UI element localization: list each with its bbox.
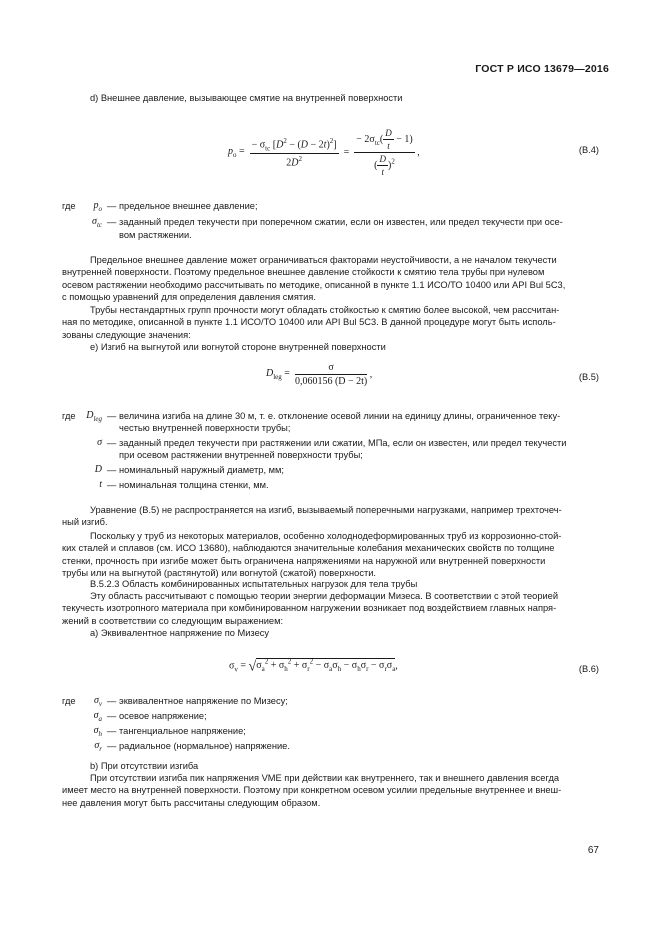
definition-symbol: $\sigma_a$: [93, 710, 102, 723]
section-a-heading: а) Эквивалентное напряжение по Мизесу: [90, 628, 270, 638]
definition-text: номинальная толщина стенки, мм.: [119, 480, 269, 490]
definition-symbol: $\sigma_v$: [93, 695, 102, 708]
paragraph-5: [62, 590, 600, 627]
definition-text: радиальное (нормальное) напряжение.: [119, 741, 290, 751]
equation-number-b5: (В.5): [578, 372, 599, 382]
paragraph-line: ких сталей и сплавов (см. ИСО 13680), наблюдаются значительные колебания механических свойств по толщине: [62, 543, 555, 554]
section-b-heading: b) При отсутствии изгиба: [90, 761, 199, 771]
definition-dash: —: [107, 741, 117, 751]
definition-text: заданный предел текучести при растяжении или сжатии, МПа, если он известен, или предел текучести: [119, 438, 567, 448]
definition-text: номинальный наружный диаметр, мм;: [119, 465, 284, 475]
paragraph-line: текучесть изотропного материала при комбинированном нагружении возникает под воздействием главных напря-: [62, 603, 557, 614]
paragraph-line: При отсутствии изгиба пик напряжения VME при действии как внутреннего, так и внешнего давления всегда: [90, 773, 560, 783]
definition-symbol: $D_{leg}$: [86, 410, 102, 423]
paragraph-line: зованы следующие значения:: [62, 329, 191, 340]
where-block-b4: [62, 200, 602, 260]
definition-dash: —: [107, 411, 117, 421]
formula-b4: $p_o$ = $\frac{- \sigma_{tc} [D^2 - (D - 2t)^2]}{2D^2}$ = − $2\sigma_{tc}$( $\frac{D}{t}$ − 1) ( $\frac{D}{t}$ )$^2$ ,: [228, 128, 420, 177]
paragraph-4: [62, 530, 600, 580]
section-d-heading: d) Внешнее давление, вызывающее смятие на внутренней поверхности: [90, 93, 403, 103]
definition-dash: —: [107, 696, 117, 706]
paragraph-6: [62, 772, 600, 809]
paragraph-line: Поскольку у труб из некоторых материалов, особенно холоднодеформированных труб из коррозионно-стой-: [90, 531, 562, 541]
definition-symbol: $\sigma_h$: [93, 725, 102, 738]
paragraph-1: [62, 254, 600, 304]
section-b523-heading: В.5.2.3 Область комбинированных испытательных нагрузок для тела трубы: [90, 579, 418, 589]
formula-b4-fraction-1: $\frac{- \sigma_{tc} [D^2 - (D - 2t)^2]}{2D^2}$: [251, 136, 337, 169]
paragraph-line: Трубы нестандартных групп прочности могут обладать стойкостью к смятию более высокой, чем рассчитан-: [90, 305, 560, 315]
formula-b6: $\sigma_v = √\sigma_a^2 + \sigma_h^2 + \sigma_r^2 - \sigma_a\sigma_h - \sigma_h\sigma_r - \sigma_r\sigma_a$,: [229, 658, 398, 675]
equation-number-b6: (В.6): [578, 664, 599, 674]
definition-text: эквивалентное напряжение по Мизесу;: [119, 696, 288, 706]
definition-symbol: $\sigma_r$: [94, 740, 102, 753]
formula-b5-fraction: $\frac{\sigma}{0,060156 (D - 2t)}$: [294, 362, 368, 387]
definition-dash: —: [107, 726, 117, 736]
definition-text: тангенциальное напряжение;: [119, 726, 246, 736]
definition-dash: —: [107, 217, 117, 227]
paragraph-line: Предельное внешнее давление может ограничиваться факторами неустойчивости, а не началом текучести: [90, 255, 557, 265]
definition-symbol: σ: [97, 437, 102, 448]
definition-dash: —: [107, 438, 117, 448]
paragraph-line: имеет место на внутренней поверхности. Поэтому при конкретном осевом усилии предельные внутреннее и внеш-: [62, 785, 562, 796]
formula-b5: $D_{leg}$ = $\frac{\sigma}{0,060156 (D - 2t)}$ ,: [266, 362, 373, 387]
paragraph-line: ная по методике, описанной в пункте 1.1 ИСО/ТО 10400 или API Bul 5C3. В данной процедуре могут быть исполь-: [62, 317, 556, 328]
definition-text: величина изгиба на длине 30 м, т. е. отклонение осевой линии на единицу длины, ограниченное теку-: [119, 411, 561, 421]
paragraph-line: Уравнение (В.5) не распространяется на изгиб, вызываемый поперечными нагрузками, например трехточеч-: [90, 505, 562, 515]
definition-dash: —: [107, 480, 117, 490]
paragraph-line: Эту область рассчитывают с помощью теории энергии деформации Мизеса. В соответствии с этой теорией: [90, 591, 559, 601]
definition-symbol: D: [94, 464, 102, 475]
page-number: 67: [587, 845, 599, 856]
section-e-heading: е) Изгиб на выгнутой или вогнутой стороне внутренней поверхности: [90, 342, 386, 352]
where-block-b6: [62, 695, 602, 757]
definition-text: осевое напряжение;: [119, 711, 207, 721]
paragraph-line: стенки, прочность при изгибе может быть ограничена напряжениями на наружной или внутренней поверхности: [62, 555, 546, 566]
equation-number-b4: (В.4): [578, 145, 599, 155]
definition-text: предельное внешнее давление;: [119, 201, 258, 211]
paragraph-line: внутренней поверхности. Поэтому предельное внешнее давление стойкости к смятию тела трубы при нулевом: [62, 267, 545, 278]
definition-text: заданный предел текучести при поперечном сжатии, если он известен, или предел текучести при осе-: [119, 217, 563, 227]
standard-header: ГОСТ Р ИСО 13679—2016: [475, 63, 609, 75]
paragraph-line: ный изгиб.: [62, 517, 108, 528]
definition-text-continued: при осевом растяжении внутренней поверхности трубы;: [119, 450, 363, 460]
paragraph-3: [62, 504, 600, 529]
paragraph-line: осевом растяжении необходимо рассчитывать по методике, описанной в пункте 1.1 ИСО/ТО 10400 или API Bul 5C3,: [62, 279, 566, 290]
where-label: где: [62, 696, 76, 706]
definition-dash: —: [107, 465, 117, 475]
definition-dash: —: [107, 201, 117, 211]
where-block-b5: [62, 410, 602, 492]
paragraph-2: [62, 304, 600, 341]
definition-text-continued: вом растяжении.: [119, 230, 192, 240]
where-label: где: [62, 201, 76, 211]
definition-symbol: $p_o$: [93, 200, 102, 213]
paragraph-line: нее давления могут быть рассчитаны следующим образом.: [62, 797, 321, 808]
paragraph-line: трубы или на выгнутой (растянутой) или вогнутой (сжатой) поверхности.: [62, 568, 377, 579]
definition-symbol: $\sigma_{tc}$: [92, 216, 102, 229]
formula-b4-fraction-2: − $2\sigma_{tc}$( $\frac{D}{t}$ − 1) ( $\frac{D}{t}$ )$^2$: [356, 128, 413, 177]
paragraph-line: жений в соответствии со следующим выражением:: [62, 615, 284, 626]
where-label: где: [62, 411, 76, 421]
definition-symbol: t: [99, 479, 102, 490]
paragraph-line: с помощью уравнений для определения давления смятия.: [62, 292, 316, 303]
definition-text-continued: честью внутренней поверхности трубы;: [119, 423, 291, 433]
definition-dash: —: [107, 711, 117, 721]
